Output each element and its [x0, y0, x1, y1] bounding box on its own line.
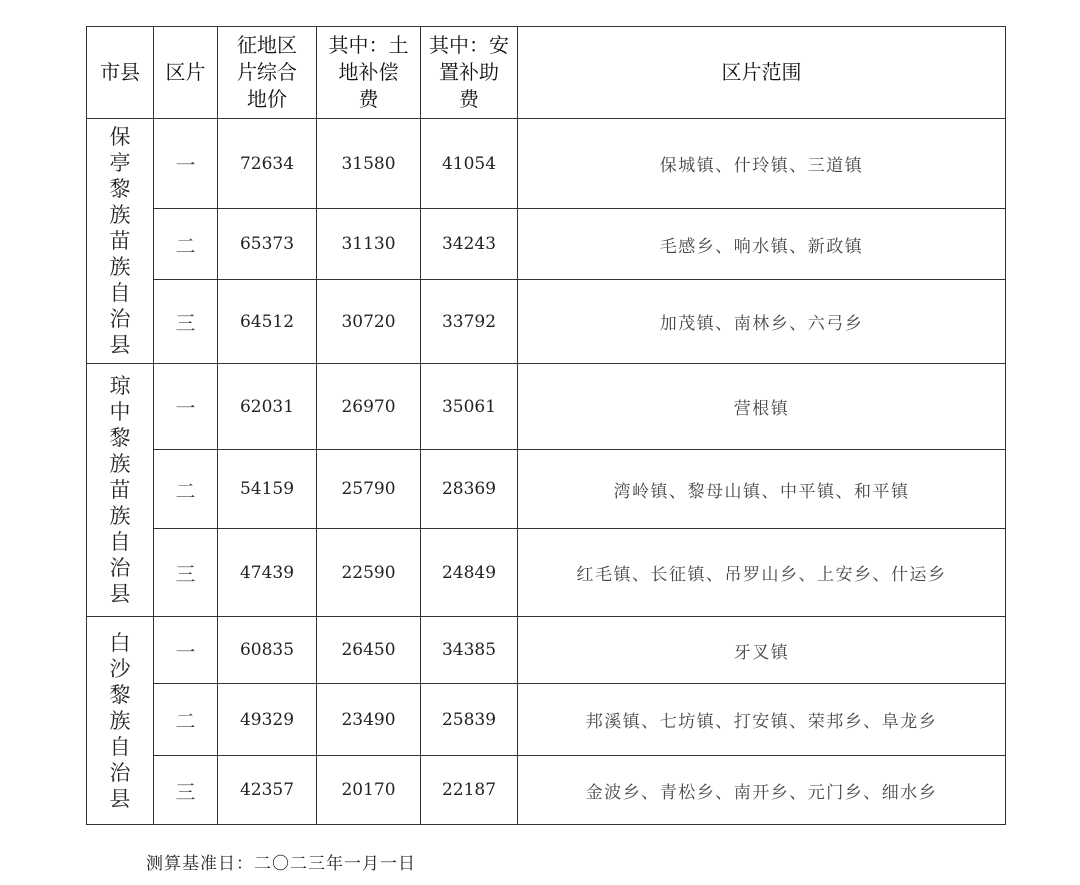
price-cell: 64512 — [218, 280, 317, 364]
zone-cell: 三 — [154, 280, 218, 364]
scope-cell: 红毛镇、长征镇、吊罗山乡、上安乡、什运乡 — [518, 529, 1006, 617]
county-char: 治 — [109, 760, 131, 785]
land-cell: 23490 — [317, 684, 421, 756]
county-char: 白 — [109, 630, 131, 655]
county-char: 琼 — [109, 374, 131, 398]
scope-cell: 保城镇、什玲镇、三道镇 — [518, 119, 1006, 209]
header-price-line: 地价 — [247, 87, 287, 111]
header-row — [87, 27, 1006, 119]
header-resettle-line: 置补助 — [439, 60, 499, 84]
county-char: 治 — [109, 307, 131, 331]
land-cell: 26970 — [317, 364, 421, 450]
land-cell: 22590 — [317, 529, 421, 617]
price-cell: 65373 — [218, 209, 317, 280]
scope-cell: 毛感乡、响水镇、新政镇 — [518, 209, 1006, 280]
county-char: 苗 — [109, 229, 131, 253]
county-char: 黎 — [109, 426, 131, 450]
land-cell: 25790 — [317, 450, 421, 529]
county-char: 中 — [109, 400, 131, 424]
header-resettle-line: 费 — [459, 87, 479, 111]
zone-cell: 三 — [154, 756, 218, 825]
header-land-line: 费 — [358, 87, 379, 111]
resettle-cell: 28369 — [421, 450, 518, 529]
county-char: 自 — [109, 734, 131, 759]
county-char: 族 — [109, 708, 131, 733]
header-scope: 区片范围 — [518, 27, 1006, 119]
scope-cell: 湾岭镇、黎母山镇、中平镇、和平镇 — [518, 450, 1006, 529]
county-char: 县 — [109, 333, 131, 357]
zone-cell: 二 — [154, 209, 218, 280]
scope-cell: 加茂镇、南林乡、六弓乡 — [518, 280, 1006, 364]
table-row — [87, 756, 1006, 825]
land-cell: 30720 — [317, 280, 421, 364]
zone-cell: 一 — [154, 617, 218, 684]
base-date-note: 测算基准日：二〇二三年一月一日 — [146, 854, 416, 874]
county-char: 治 — [109, 556, 131, 580]
resettle-cell: 34385 — [421, 617, 518, 684]
zone-cell: 二 — [154, 684, 218, 756]
resettle-cell: 41054 — [421, 119, 518, 209]
county-char: 亭 — [109, 151, 131, 175]
table-row — [87, 209, 1006, 280]
price-cell: 72634 — [218, 119, 317, 209]
header-land-line: 其中：土 — [328, 33, 409, 57]
zone-cell: 一 — [154, 364, 218, 450]
zone-cell: 一 — [154, 119, 218, 209]
table-row — [87, 529, 1006, 617]
county-char: 县 — [109, 786, 131, 811]
county-char: 黎 — [109, 682, 131, 707]
header-resettlement-subsidy — [421, 27, 518, 119]
header-price-line: 征地区 — [237, 33, 297, 57]
county-cell — [87, 364, 154, 617]
header-price-line: 片综合 — [237, 60, 297, 84]
county-char: 苗 — [109, 478, 131, 502]
header-price — [218, 27, 317, 119]
header-land-line: 地补偿 — [338, 60, 399, 84]
table-row — [87, 617, 1006, 684]
county-char: 族 — [109, 203, 131, 227]
table-row — [87, 450, 1006, 529]
price-cell: 54159 — [218, 450, 317, 529]
land-cell: 26450 — [317, 617, 421, 684]
table-row — [87, 684, 1006, 756]
resettle-cell: 24849 — [421, 529, 518, 617]
resettle-cell: 25839 — [421, 684, 518, 756]
table-row — [87, 119, 1006, 209]
zone-cell: 三 — [154, 529, 218, 617]
scope-cell: 金波乡、青松乡、南开乡、元门乡、细水乡 — [518, 756, 1006, 825]
county-cell — [87, 617, 154, 825]
price-cell: 49329 — [218, 684, 317, 756]
table-row — [87, 364, 1006, 450]
table-body — [87, 119, 1006, 825]
resettle-cell: 22187 — [421, 756, 518, 825]
resettle-cell: 34243 — [421, 209, 518, 280]
county-char: 族 — [109, 504, 131, 528]
price-cell: 62031 — [218, 364, 317, 450]
price-cell: 47439 — [218, 529, 317, 617]
county-char: 族 — [109, 255, 131, 279]
land-cell: 31130 — [317, 209, 421, 280]
price-cell: 42357 — [218, 756, 317, 825]
county-char: 自 — [109, 530, 131, 554]
land-cell: 20170 — [317, 756, 421, 825]
resettle-cell: 33792 — [421, 280, 518, 364]
price-cell: 60835 — [218, 617, 317, 684]
scope-cell: 营根镇 — [518, 364, 1006, 450]
county-char: 保 — [109, 125, 131, 149]
resettle-cell: 35061 — [421, 364, 518, 450]
scope-cell: 牙叉镇 — [518, 617, 1006, 684]
county-char: 沙 — [109, 656, 131, 681]
header-resettle-line: 其中：安 — [429, 33, 509, 57]
zone-cell: 二 — [154, 450, 218, 529]
table-row — [87, 280, 1006, 364]
county-char: 县 — [109, 582, 131, 606]
county-cell — [87, 119, 154, 364]
land-price-table — [86, 26, 1006, 825]
county-char: 族 — [109, 452, 131, 476]
county-char: 自 — [109, 281, 131, 305]
county-char: 黎 — [109, 177, 131, 201]
header-zone: 区片 — [154, 27, 218, 119]
land-cell: 31580 — [317, 119, 421, 209]
header-land-compensation — [317, 27, 421, 119]
header-county: 市县 — [87, 27, 154, 119]
scope-cell: 邦溪镇、七坊镇、打安镇、荣邦乡、阜龙乡 — [518, 684, 1006, 756]
